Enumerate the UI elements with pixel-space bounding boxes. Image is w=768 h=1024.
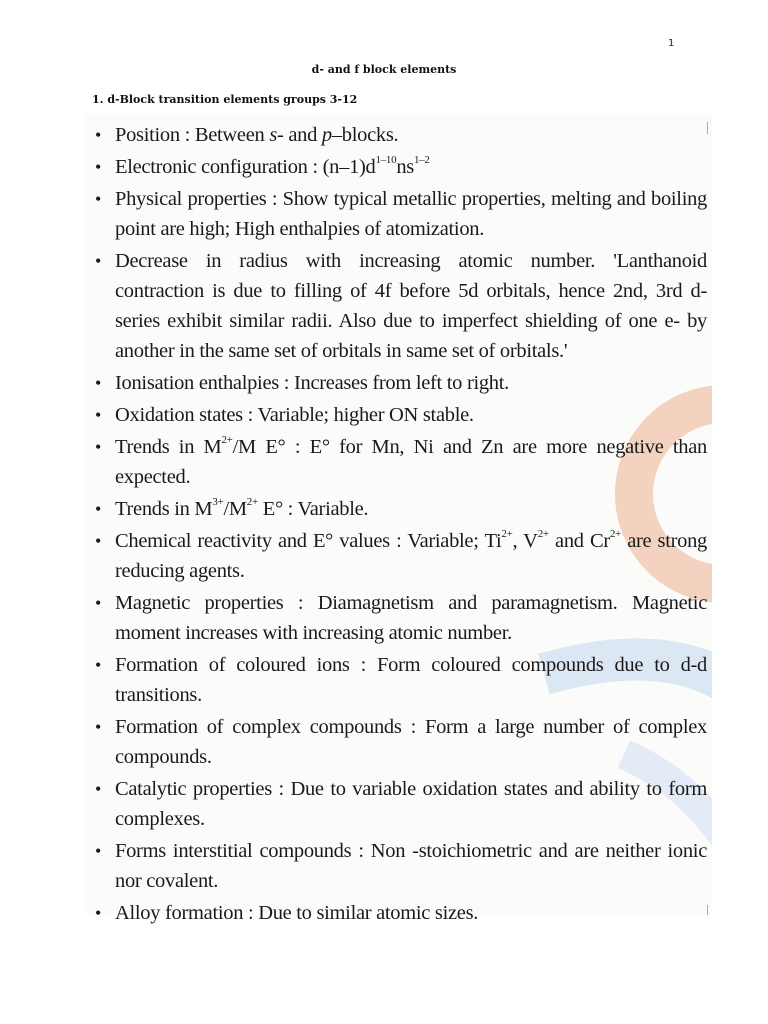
bullet-icon: • bbox=[95, 125, 102, 145]
list-item: • Chemical reactivity and E° values : Variable; $Ti^{2+}$, $V^{2+}$ and $Cr^{2+}$ are strong reducing agents. bbox=[95, 526, 707, 586]
bullet-icon: • bbox=[95, 437, 102, 457]
list-item: • Electronic configuration : $(n-1)d^{1-10}ns^{1-2}$ bbox=[95, 152, 707, 182]
bullet-icon: • bbox=[95, 655, 102, 675]
list-item: • Trends in $M^{2+}/M$ E° : E° for Mn, Ni and Zn are more negative than expected. bbox=[95, 432, 707, 492]
list-item: • Forms interstitial compounds : Non -stoichiometric and are neither ionic nor covalent. bbox=[95, 836, 707, 896]
bullet-icon: • bbox=[95, 157, 102, 177]
bullet-icon: • bbox=[95, 531, 102, 551]
list-item: • Formation of coloured ions : Form coloured compounds due to d-d transitions. bbox=[95, 650, 707, 710]
list-item: • Formation of complex compounds : Form a large number of complex compounds. bbox=[95, 712, 707, 772]
bullet-icon: • bbox=[95, 499, 102, 519]
list-item: • Ionisation enthalpies : Increases from left to right. bbox=[95, 368, 707, 398]
list-item: • Alloy formation : Due to similar atomic sizes. bbox=[95, 898, 707, 928]
bullet-icon: • bbox=[95, 405, 102, 425]
scan-edge-mark bbox=[707, 905, 708, 915]
bullet-icon: • bbox=[95, 189, 102, 209]
list-item: • Oxidation states : Variable; higher ON stable. bbox=[95, 400, 707, 430]
bullet-icon: • bbox=[95, 373, 102, 393]
bullet-icon: • bbox=[95, 251, 102, 271]
list-item: • Trends in $M^{3+}/M^{2+}$ E° : Variable. bbox=[95, 494, 707, 524]
list-item: • Physical properties : Show typical metallic properties, melting and boiling point are high; High enthalpies of atomization. bbox=[95, 184, 707, 244]
list-item: • Decrease in radius with increasing atomic number. 'Lanthanoid contraction is due to filling of 4f before 5d orbitals, hence 2nd, 3rd d-series exhibit similar radii. Also due to imperfect shielding of one e- by another in the same set of orbitals in same set of orbitals.' bbox=[95, 246, 707, 366]
bullet-icon: • bbox=[95, 593, 102, 613]
section-heading: 1. d-Block transition elements groups 3-12 bbox=[92, 93, 358, 106]
bullet-icon: • bbox=[95, 779, 102, 799]
bullet-icon: • bbox=[95, 717, 102, 737]
page-number: 1 bbox=[668, 38, 675, 49]
bullet-icon: • bbox=[95, 903, 102, 923]
list-item: • Catalytic properties : Due to variable oxidation states and ability to form complexes. bbox=[95, 774, 707, 834]
list-item: • Position : Between s- and p–blocks. bbox=[95, 120, 707, 150]
scan-edge-mark bbox=[707, 122, 708, 134]
list-item: • Magnetic properties : Diamagnetism and paramagnetism. Magnetic moment increases with increasing atomic number. bbox=[95, 588, 707, 648]
bullet-list bbox=[95, 120, 707, 930]
document-title: d- and f block elements bbox=[311, 63, 457, 76]
bullet-icon: • bbox=[95, 841, 102, 861]
